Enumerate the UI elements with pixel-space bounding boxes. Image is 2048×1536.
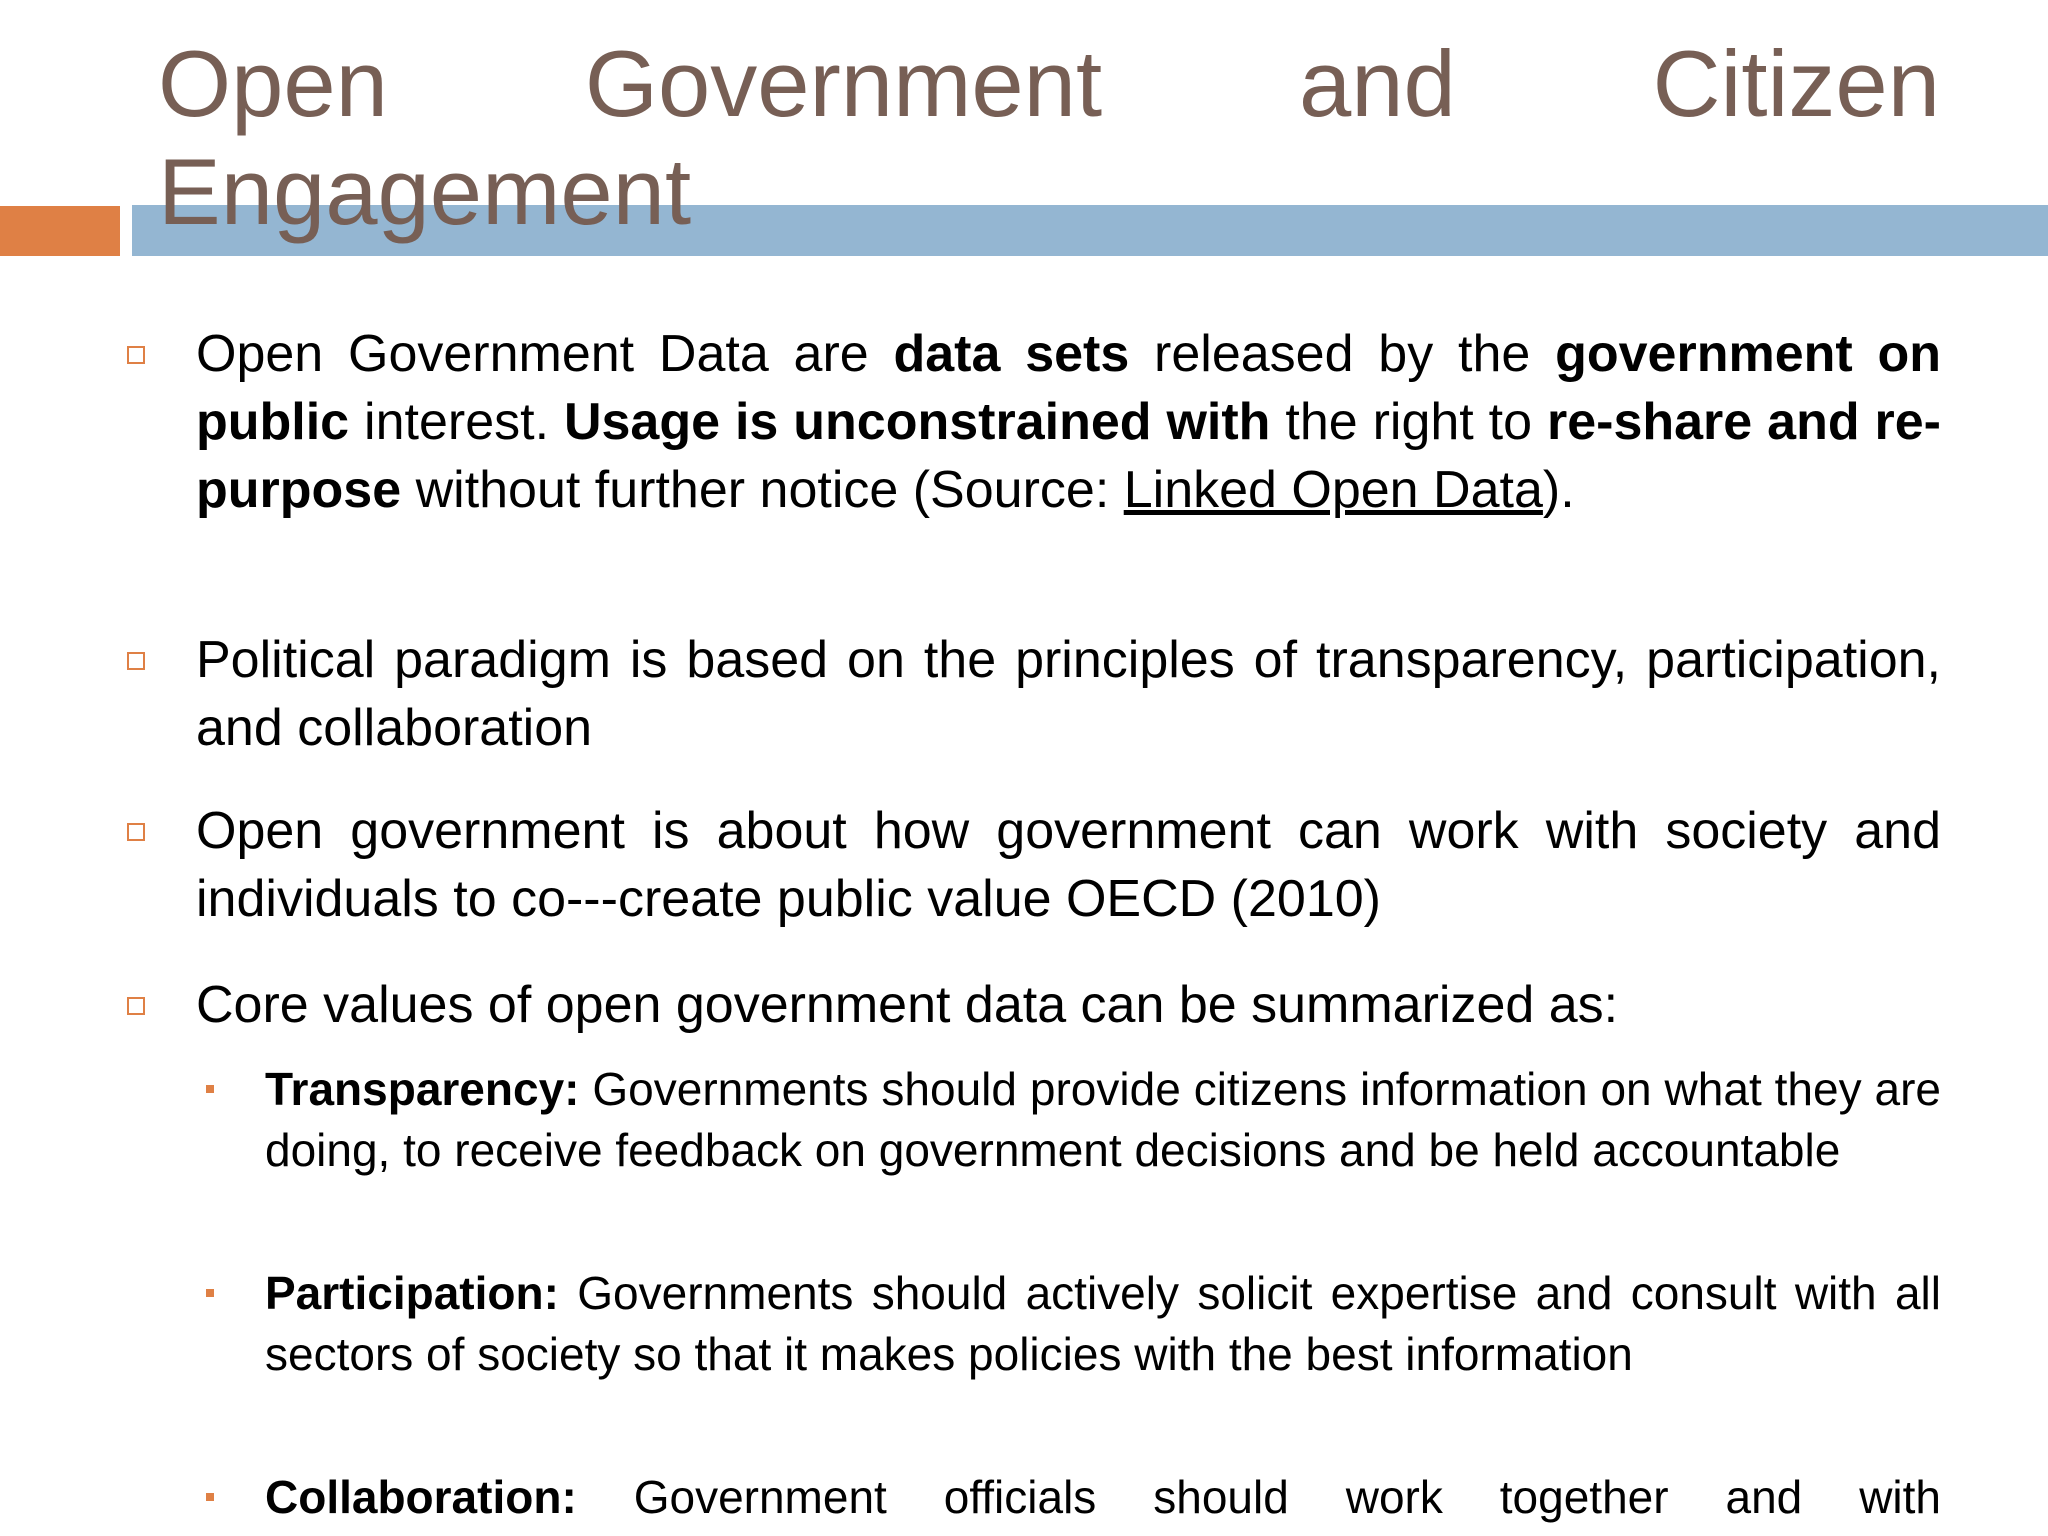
subbullet-transparency: Transparency: Governments should provide citizens information on what they are doing, to receive feedback on government decisions and be held accountable	[265, 1059, 1941, 1181]
small-square-bullet-icon	[206, 1085, 214, 1093]
linked-open-data-link[interactable]: Linked Open Data	[1123, 461, 1543, 519]
bullet-open-government-data: Open Government Data are data sets released by the government on public interest. Usage is unconstrained with the right to re-share and re-purpose without further notice (Source: Linked Open Data).	[196, 320, 1941, 524]
square-bullet-icon	[127, 823, 145, 841]
small-square-bullet-icon	[206, 1493, 214, 1501]
small-square-bullet-icon	[206, 1289, 214, 1297]
square-bullet-icon	[127, 652, 145, 670]
square-bullet-icon	[127, 346, 145, 364]
title-accent-bar-orange	[0, 206, 120, 256]
bullet-political-paradigm: Political paradigm is based on the principles of transparency, participation, and collaboration	[196, 626, 1941, 762]
subbullet-collaboration: Collaboration: Government officials should work together and with	[265, 1467, 1941, 1528]
slide-title: Open Government and Citizen Engagement	[158, 31, 1940, 244]
square-bullet-icon	[127, 997, 145, 1015]
bullet-core-values: Core values of open government data can be summarized as:	[196, 971, 1941, 1039]
subbullet-participation: Participation: Governments should actively solicit expertise and consult with all sectors of society so that it makes policies with the best information	[265, 1263, 1941, 1385]
bullet-open-government-society: Open government is about how government can work with society and individuals to co---create public value OECD (2010)	[196, 797, 1941, 933]
